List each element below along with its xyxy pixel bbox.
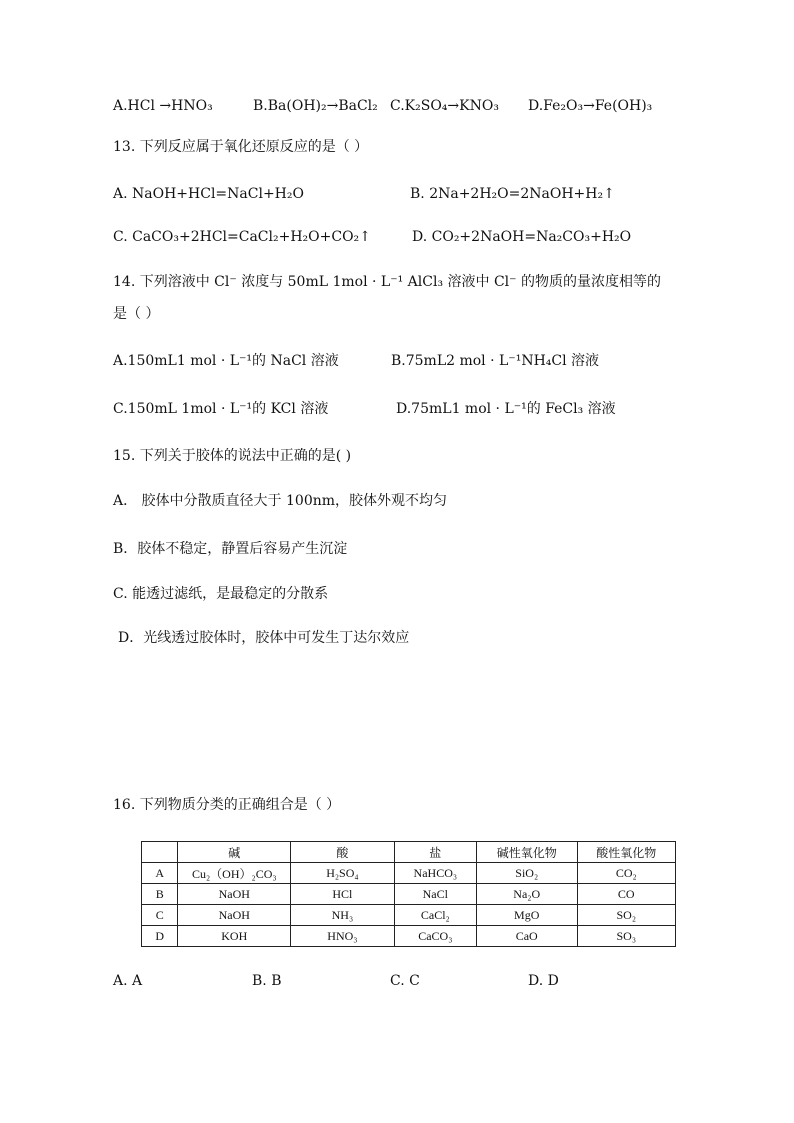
q12-option-c: C.K₂SO₄→KNO₃	[390, 98, 499, 114]
table-cell: D	[142, 926, 178, 947]
q15-option-c: C. 能透过滤纸，是最稳定的分散系	[113, 586, 329, 602]
q16-option-d: D. D	[528, 973, 559, 989]
table-header-row	[142, 842, 676, 863]
table-cell: NH₃	[291, 905, 395, 926]
q13-stem: 13. 下列反应属于氧化还原反应的是（ ）	[113, 139, 369, 155]
table-cell: B	[142, 884, 178, 905]
table-cell: HCl	[291, 884, 395, 905]
table-cell: CO	[577, 884, 676, 905]
table-cell: NaOH	[178, 905, 291, 926]
q14-option-c: C.150mL 1mol · L⁻¹的 KCl 溶液	[113, 401, 329, 417]
table-cell: SiO₂	[476, 863, 577, 884]
table-cell: CaCl₂	[394, 905, 476, 926]
table-cell: H₂SO₄	[291, 863, 395, 884]
table-header: 盐	[394, 842, 476, 863]
table-cell: NaOH	[178, 884, 291, 905]
table-header: 碱性氧化物	[476, 842, 577, 863]
q13-option-c: C. CaCO₃+2HCl=CaCl₂+H₂O+CO₂↑	[113, 229, 371, 245]
q13-option-a: A. NaOH+HCl=NaCl+H₂O	[113, 186, 304, 202]
q15-option-d: D．光线透过胶体时，胶体中可发生丁达尔效应	[118, 630, 410, 646]
table-cell: A	[142, 863, 178, 884]
classification-table	[141, 841, 676, 947]
q16-option-b: B. B	[252, 973, 282, 989]
q12-option-a: A.HCl →HNO₃	[113, 98, 213, 114]
q16-option-a: A. A	[113, 973, 143, 989]
table-header	[142, 842, 178, 863]
q14-stem-line2: 是（ ）	[113, 306, 160, 322]
table-row	[142, 884, 676, 905]
table-cell: CaO	[476, 926, 577, 947]
table-cell: NaHCO₃	[394, 863, 476, 884]
q14-stem-line1: 14. 下列溶液中 Cl⁻ 浓度与 50mL 1mol · L⁻¹ AlCl₃ 溶液中 Cl⁻ 的物质的量浓度相等的	[113, 274, 661, 290]
table-cell: NaCl	[394, 884, 476, 905]
table-cell: HNO₃	[291, 926, 395, 947]
q15-option-a: A． 胶体中分散质直径大于 100nm，胶体外观不均匀	[113, 493, 448, 509]
q16-option-c: C. C	[390, 973, 420, 989]
q12-option-d: D.Fe₂O₃→Fe(OH)₃	[528, 98, 653, 114]
table-cell: Na₂O	[476, 884, 577, 905]
table-cell: SO₃	[577, 926, 676, 947]
table-cell: SO₂	[577, 905, 676, 926]
table-header: 酸	[291, 842, 395, 863]
table-header: 碱	[178, 842, 291, 863]
q16-stem: 16. 下列物质分类的正确组合是（ ）	[113, 797, 341, 813]
table-row	[142, 926, 676, 947]
q14-option-d: D.75mL1 mol · L⁻¹的 FeCl₃ 溶液	[396, 401, 616, 417]
q12-option-b: B.Ba(OH)₂→BaCl₂	[253, 98, 378, 114]
q14-option-a: A.150mL1 mol · L⁻¹的 NaCl 溶液	[113, 353, 339, 369]
table-cell: KOH	[178, 926, 291, 947]
table-cell: CaCO₃	[394, 926, 476, 947]
q14-option-b: B.75mL2 mol · L⁻¹NH₄Cl 溶液	[391, 353, 600, 369]
q13-option-d: D. CO₂+2NaOH=Na₂CO₃+H₂O	[412, 229, 632, 245]
table-cell: Cu₂（OH）₂CO₃	[178, 863, 291, 884]
table-cell: MgO	[476, 905, 577, 926]
q13-option-b: B. 2Na+2H₂O=2NaOH+H₂↑	[410, 186, 615, 202]
table-cell: CO₂	[577, 863, 676, 884]
table-row	[142, 905, 676, 926]
q15-option-b: B．胶体不稳定，静置后容易产生沉淀	[113, 541, 348, 557]
table-row	[142, 863, 676, 884]
q15-stem: 15. 下列关于胶体的说法中正确的是( )	[113, 448, 352, 464]
table-cell: C	[142, 905, 178, 926]
table-header: 酸性氧化物	[577, 842, 676, 863]
